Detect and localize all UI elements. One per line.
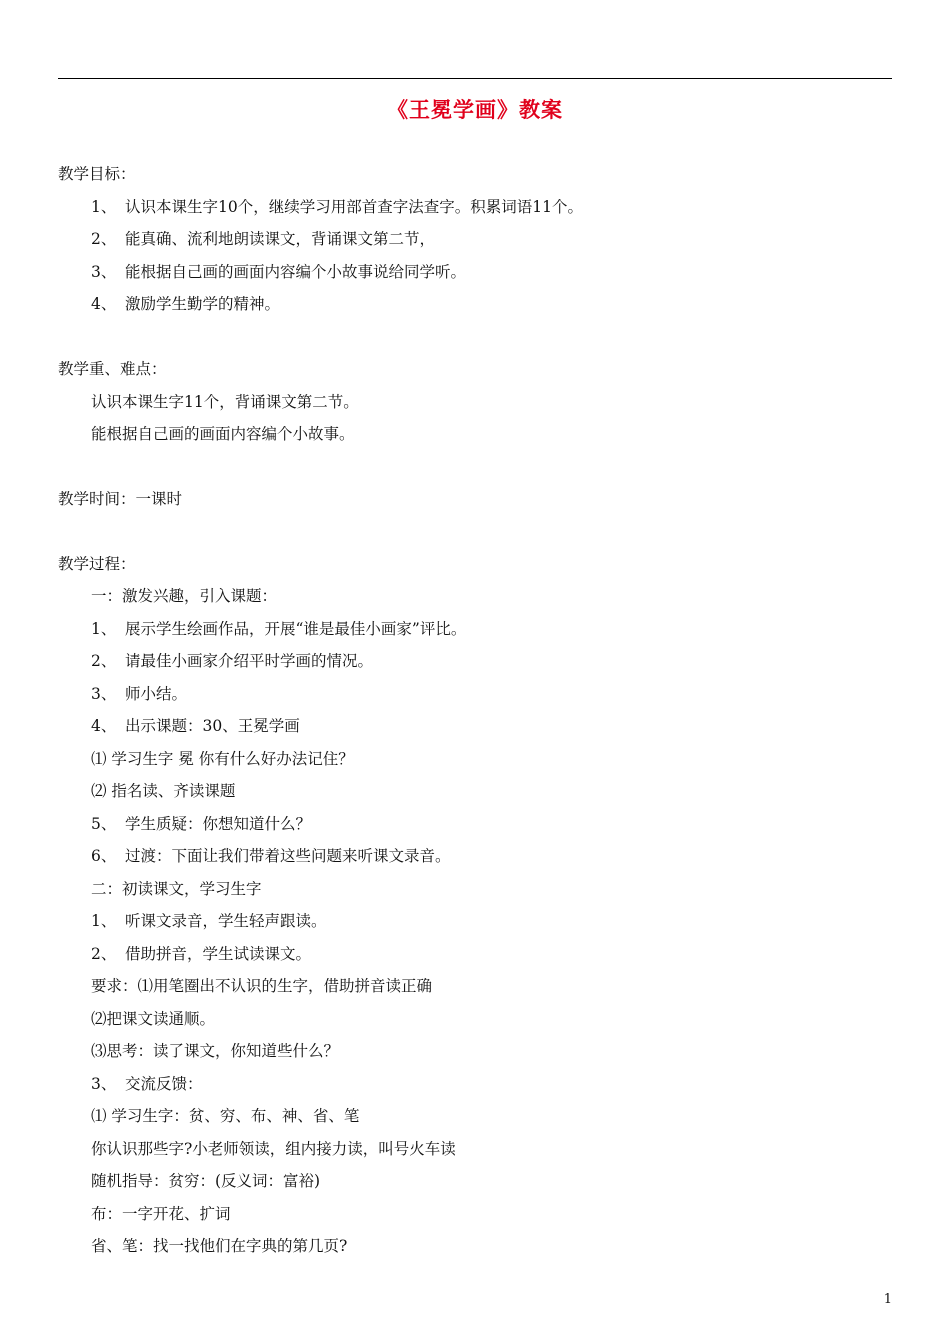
goal-item <box>91 262 466 282</box>
sub-item: ⑵ 指名读、齐读课题 <box>91 782 236 800</box>
feedback-line: 你认识那些字?小老师领读，组内接力读，叫号火车读 <box>91 1140 456 1158</box>
item-text: 展示学生绘画作品，开展“谁是最佳小画家”评比。 <box>125 620 467 638</box>
item-text: 出示课题：30、王冕学画 <box>125 717 300 735</box>
teaching-time: 教学时间：一课时 <box>58 490 183 508</box>
goal-item <box>91 229 435 249</box>
process-heading: 教学过程： <box>58 555 136 573</box>
process-item <box>91 684 187 704</box>
item-num: 4、 <box>91 717 117 735</box>
header-rule <box>58 78 892 79</box>
part2-title: 二：初读课文，学习生字 <box>91 880 262 898</box>
key-points-heading: 教学重、难点： <box>58 360 167 378</box>
requirement-line: 要求：⑴用笔圈出不认识的生字，借助拼音读正确 <box>91 977 433 995</box>
item-num: 1、 <box>91 912 117 930</box>
goal-text: 认识本课生字10个，继续学习用部首查字法查字。积累词语11个。 <box>125 198 583 216</box>
item-text: 交流反馈： <box>125 1075 203 1093</box>
process-item <box>91 716 300 736</box>
item-text: 师小结。 <box>125 685 188 703</box>
requirement-line: ⑵把课文读通顺。 <box>91 1010 216 1028</box>
goal-item <box>91 197 583 217</box>
item-num: 3、 <box>91 685 117 703</box>
feedback-line: 省、笔：找一找他们在字典的第几页? <box>91 1237 348 1255</box>
process-item <box>91 651 373 671</box>
feedback-line: 布：一字开花、扩词 <box>91 1205 231 1223</box>
item-num: 1、 <box>91 620 117 638</box>
feedback-line: ⑴ 学习生字：贫、穷、布、神、省、笔 <box>91 1107 360 1125</box>
process-item <box>91 814 311 834</box>
goal-num: 1、 <box>91 198 117 216</box>
item-num: 2、 <box>91 945 117 963</box>
item-text: 借助拼音，学生试读课文。 <box>125 945 312 963</box>
goal-num: 2、 <box>91 230 117 248</box>
goals-heading: 教学目标： <box>58 165 136 183</box>
item-num: 2、 <box>91 652 117 670</box>
sub-item: ⑴ 学习生字 冕 你有什么好办法记住？ <box>91 750 354 768</box>
process-item <box>91 944 311 964</box>
item-text: 学生质疑：你想知道什么？ <box>125 815 312 833</box>
key-point-line: 能根据自己画的画面内容编个小故事。 <box>91 425 355 443</box>
item-text: 请最佳小画家介绍平时学画的情况。 <box>125 652 374 670</box>
item-num: 5、 <box>91 815 117 833</box>
process-item <box>91 619 466 639</box>
feedback-line: 随机指导：贫穷：(反义词：富裕) <box>91 1172 321 1190</box>
process-item <box>91 846 451 866</box>
goal-text: 能真确、流利地朗读课文，背诵课文第二节， <box>125 230 436 248</box>
goal-text: 激励学生勤学的精神。 <box>125 295 281 313</box>
process-item <box>91 911 327 931</box>
page-title: 《王冕学画》教案 <box>387 98 563 122</box>
goal-num: 4、 <box>91 295 117 313</box>
item-num: 6、 <box>91 847 117 865</box>
requirement-line: ⑶思考：读了课文，你知道些什么？ <box>91 1042 340 1060</box>
item-num: 3、 <box>91 1075 117 1093</box>
item-text: 过渡：下面让我们带着这些问题来听课文录音。 <box>125 847 451 865</box>
key-point-line: 认识本课生字11个，背诵课文第二节。 <box>91 393 359 411</box>
item-text: 听课文录音，学生轻声跟读。 <box>125 912 327 930</box>
page-number: 1 <box>883 1292 892 1307</box>
process-item <box>91 1074 203 1094</box>
goal-item <box>91 294 280 314</box>
part1-title: 一：激发兴趣，引入课题： <box>91 587 278 605</box>
goal-num: 3、 <box>91 263 117 281</box>
goal-text: 能根据自己画的画面内容编个小故事说给同学听。 <box>125 263 467 281</box>
